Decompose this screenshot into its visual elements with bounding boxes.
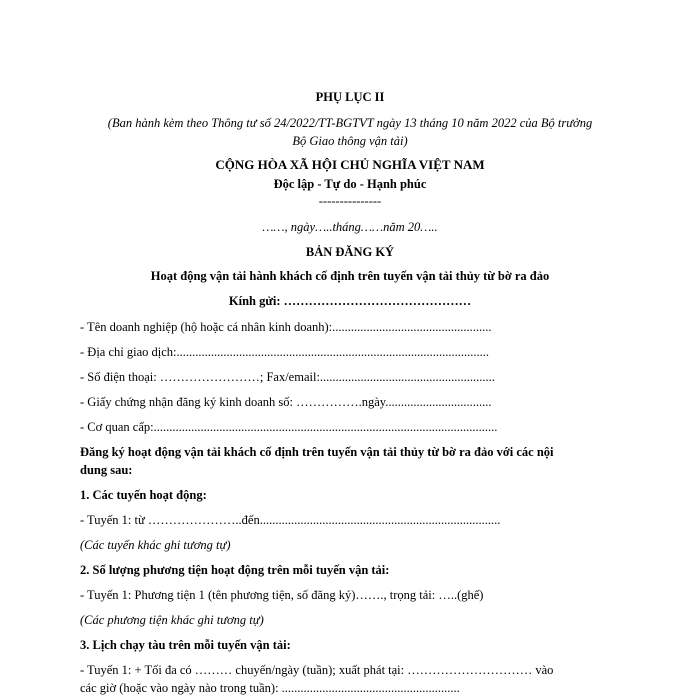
separator: --------------- <box>318 194 382 208</box>
section-1-route: - Tuyến 1: từ …………………..đến............................................................................. <box>80 513 501 527</box>
document-title: BẢN ĐĂNG KÝ <box>305 245 395 259</box>
section-2-route: - Tuyến 1: Phương tiện 1 (tên phương tiện, số đăng ký)……., trọng tải: …..(ghế) <box>80 588 484 602</box>
section-1-note: (Các tuyến khác ghi tương tự) <box>80 538 231 552</box>
agency-field: - Cơ quan cấp:.............................................................................................................. <box>80 420 498 434</box>
section-2-heading: 2. Số lượng phương tiện hoạt động trên mỗi tuyến vận tải: <box>80 563 390 577</box>
intro-line-2: dung sau: <box>80 463 133 477</box>
appendix-heading: PHỤ LỤC II <box>315 90 385 104</box>
address-field: - Địa chỉ giao dịch:.................................................................................................... <box>80 345 489 359</box>
issued-note-line-1: (Ban hành kèm theo Thông tư số 24/2022/TT-BGTVT ngày 13 tháng 10 năm 2022 của Bộ trưởng <box>107 116 593 130</box>
issued-note-line-2: Bộ Giao thông vận tải) <box>292 134 408 148</box>
section-2-note: (Các phương tiện khác ghi tương tự) <box>80 613 264 627</box>
company-field: - Tên doanh nghiệp (hộ hoặc cá nhân kinh doanh):................................................... <box>80 320 492 334</box>
section-3-line-1: - Tuyến 1: + Tối đa có ……… chuyến/ngày (tuần); xuất phát tại: ………………………… vào <box>80 663 554 677</box>
recipient-line <box>0 293 700 309</box>
section-3-heading: 3. Lịch chạy tàu trên mỗi tuyến vận tải: <box>80 638 291 652</box>
section-1-heading: 1. Các tuyến hoạt động: <box>80 488 207 502</box>
phone-field: - Số điện thoại: ……………………; Fax/email:........................................................ <box>80 370 495 384</box>
section-3-line-2: các giờ (hoặc vào ngày nào trong tuần): ......................................................... <box>80 681 460 695</box>
document-subtitle: Hoạt động vận tải hành khách cố định trên tuyến vận tải thủy từ bờ ra đảo <box>150 269 550 283</box>
recipient: Kính gửi: ……………………………………… <box>228 294 472 308</box>
license-field: - Giấy chứng nhận đăng ký kinh doanh số: …………….ngày.................................. <box>80 395 492 409</box>
date-line: ……, ngày…..tháng……năm 20….. <box>262 220 438 234</box>
nation-heading: CỘNG HÒA XÃ HỘI CHỦ NGHĨA VIỆT NAM <box>215 157 485 172</box>
motto: Độc lập - Tự do - Hạnh phúc <box>273 177 427 191</box>
intro-line-1: Đăng ký hoạt động vận tải khách cố định trên tuyến vận tải thủy từ bờ ra đảo với các nội <box>80 445 554 459</box>
